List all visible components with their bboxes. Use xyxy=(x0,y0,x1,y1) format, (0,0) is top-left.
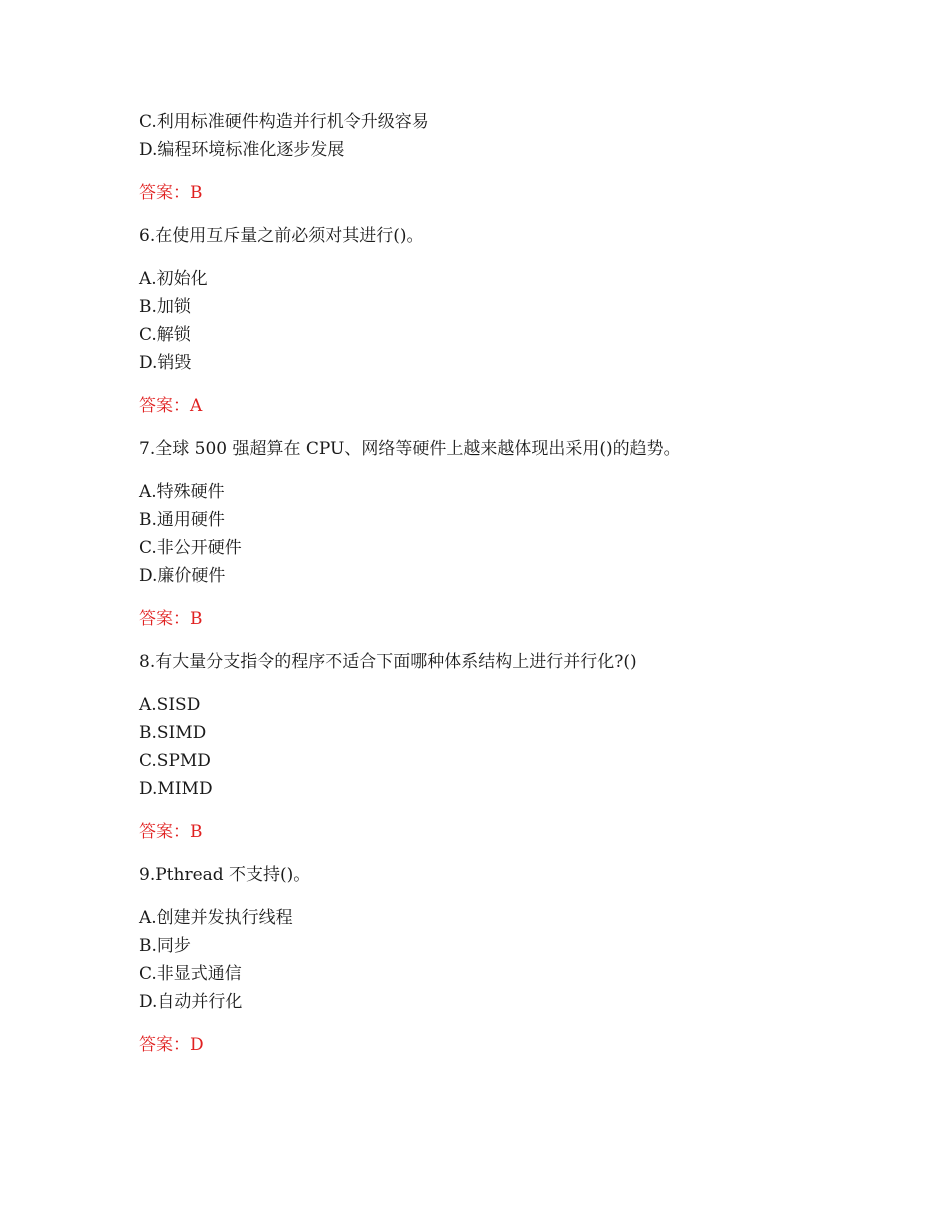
option-a: A.创建并发执行线程 xyxy=(139,908,293,928)
option-d: D.廉价硬件 xyxy=(139,566,226,586)
question-text: 8.有大量分支指令的程序不适合下面哪种体系结构上进行并行化?() xyxy=(139,652,637,672)
question-block-8 xyxy=(139,648,859,846)
answer-text: 答案：A xyxy=(139,396,203,416)
option-b: B.通用硬件 xyxy=(139,510,225,530)
option-c: C.利用标准硬件构造并行机令升级容易 xyxy=(139,112,429,132)
option-c: C.解锁 xyxy=(139,325,191,345)
answer-text: 答案：B xyxy=(139,183,203,203)
option-a: A.初始化 xyxy=(139,269,208,289)
question-block-6 xyxy=(139,222,859,420)
option-c: C.非公开硬件 xyxy=(139,538,242,558)
document-page xyxy=(139,108,859,1074)
question-text: 9.Pthread 不支持()。 xyxy=(139,865,311,885)
option-a: A.SISD xyxy=(139,695,201,715)
answer-text: 答案：D xyxy=(139,1035,204,1055)
question-block-7 xyxy=(139,435,859,633)
option-c: C.非显式通信 xyxy=(139,964,242,984)
option-b: B.同步 xyxy=(139,936,191,956)
options-list xyxy=(139,691,859,803)
options-list xyxy=(139,478,859,590)
answer-text: 答案：B xyxy=(139,609,203,629)
option-d: D.销毁 xyxy=(139,353,192,373)
options-list xyxy=(139,108,859,164)
option-a: A.特殊硬件 xyxy=(139,482,225,502)
option-b: B.加锁 xyxy=(139,297,191,317)
options-list xyxy=(139,904,859,1016)
question-block-5 xyxy=(139,108,859,207)
options-list xyxy=(139,265,859,377)
question-text: 6.在使用互斥量之前必须对其进行()。 xyxy=(139,226,424,246)
question-block-9 xyxy=(139,861,859,1059)
option-d: D.MIMD xyxy=(139,779,213,799)
option-c: C.SPMD xyxy=(139,751,211,771)
question-text: 7.全球 500 强超算在 CPU、网络等硬件上越来越体现出采用()的趋势。 xyxy=(139,439,681,459)
option-b: B.SIMD xyxy=(139,723,207,743)
option-d: D.自动并行化 xyxy=(139,992,243,1012)
option-d: D.编程环境标准化逐步发展 xyxy=(139,140,345,160)
answer-text: 答案：B xyxy=(139,822,203,842)
